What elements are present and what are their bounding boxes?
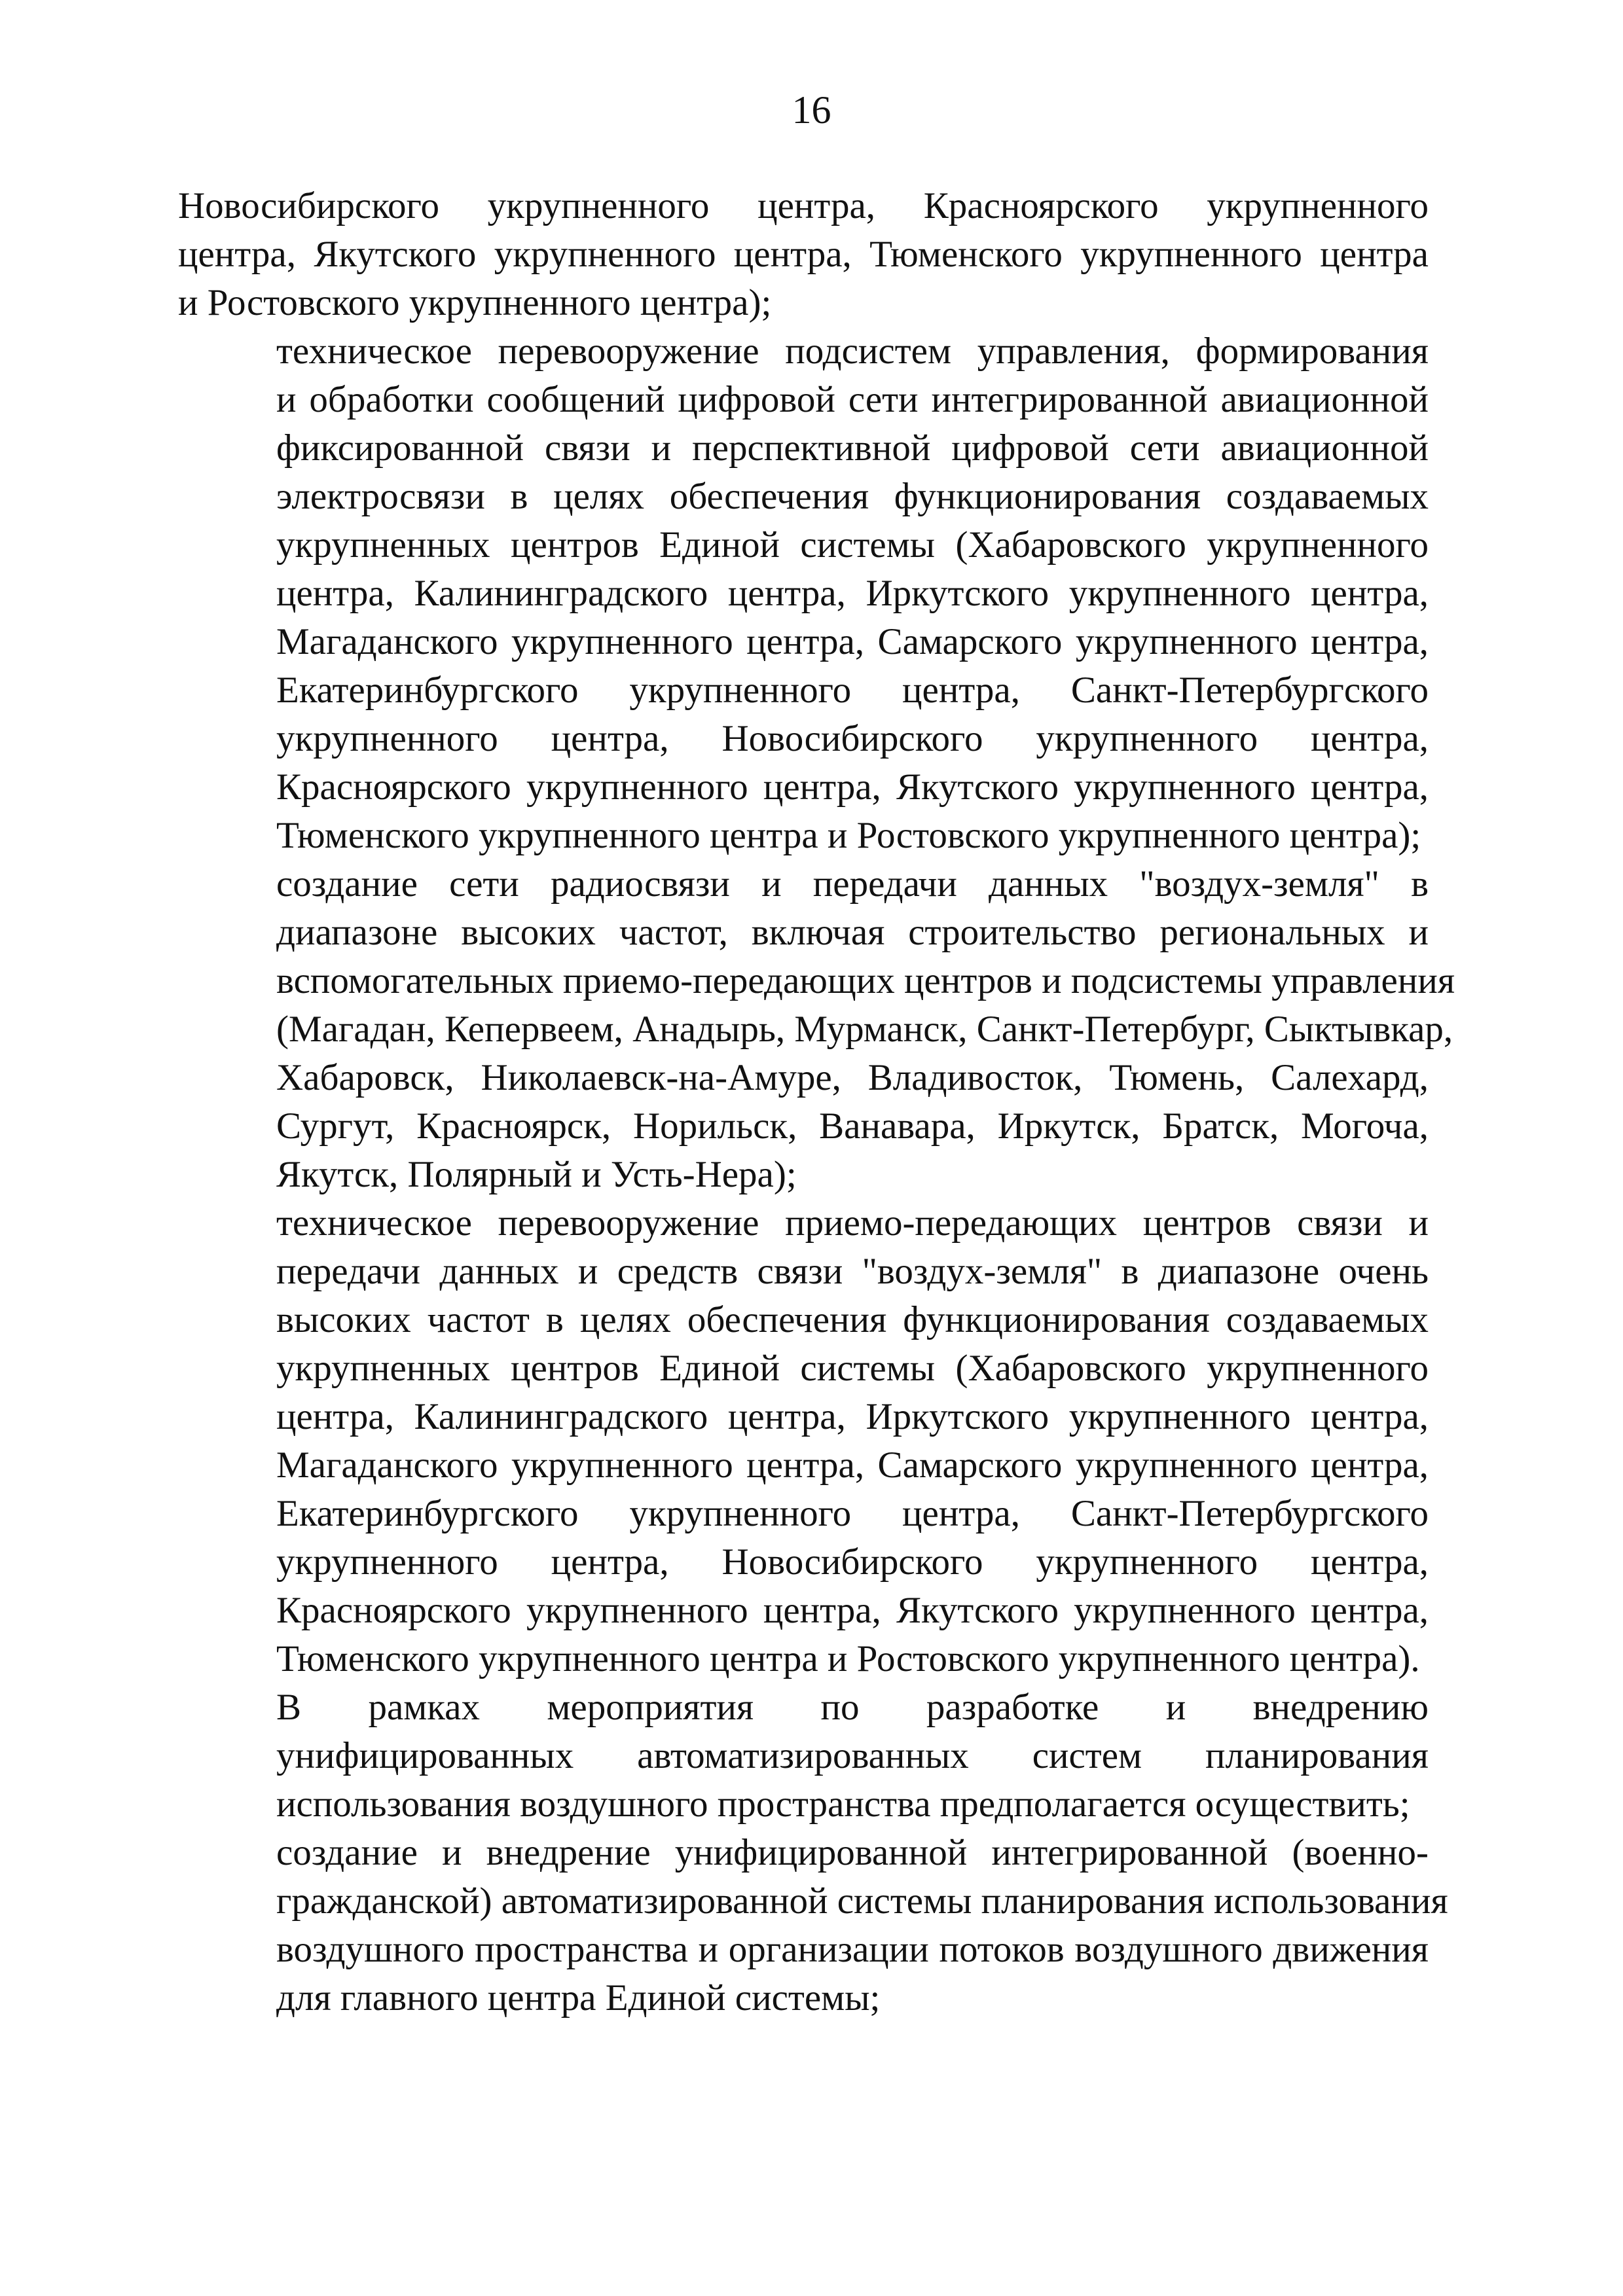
paragraph <box>178 327 1429 860</box>
text-line: воздушного пространства и организации потоков воздушного движения <box>276 1929 1429 1970</box>
text-line: Тюменского укрупненного центра и Ростовского укрупненного центра). <box>276 1638 1420 1679</box>
text-line: Магаданского укрупненного центра, Самарского укрупненного центра, <box>276 1444 1429 1486</box>
text-line: фиксированной связи и перспективной цифровой сети авиационной <box>276 427 1429 469</box>
text-line: Екатеринбургского укрупненного центра, Санкт-Петербургского <box>276 1493 1429 1534</box>
text-line: и Ростовского укрупненного центра); <box>178 282 772 323</box>
page-number: 16 <box>792 88 831 132</box>
text-line: техническое перевооружение подсистем управления, формирования <box>276 331 1429 372</box>
text-line: техническое перевооружение приемо-передающих центров связи и <box>276 1202 1429 1244</box>
text-line: укрупненных центров Единой системы (Хабаровского укрупненного <box>276 524 1429 565</box>
text-line: вспомогательных приемо-передающих центров и подсистемы управления <box>276 960 1455 1001</box>
text-line: унифицированных автоматизированных систем планирования <box>276 1735 1429 1776</box>
text-line: Красноярского укрупненного центра, Якутского укрупненного центра, <box>276 1590 1429 1631</box>
text-line: создание сети радиосвязи и передачи данных "воздух-земля" в <box>276 863 1429 905</box>
text-line: В рамках мероприятия по разработке и внедрению <box>276 1687 1429 1728</box>
text-line: Хабаровск, Николаевск-на-Амуре, Владивосток, Тюмень, Салехард, <box>276 1057 1429 1098</box>
text-line: и обработки сообщений цифровой сети интегрированной авиационной <box>276 379 1429 420</box>
text-line: Тюменского укрупненного центра и Ростовского укрупненного центра); <box>276 815 1421 856</box>
text-line: для главного центра Единой системы; <box>276 1977 881 2018</box>
text-line: Екатеринбургского укрупненного центра, Санкт-Петербургского <box>276 670 1429 711</box>
text-line: Якутск, Полярный и Усть-Нера); <box>276 1154 797 1195</box>
text-line: укрупненного центра, Новосибирского укрупненного центра, <box>276 1541 1429 1583</box>
text-line: центра, Калининградского центра, Иркутского укрупненного центра, <box>276 1396 1429 1437</box>
text-line: Новосибирского укрупненного центра, Красноярского укрупненного <box>178 185 1429 226</box>
text-line: электросвязи в целях обеспечения функционирования создаваемых <box>276 476 1429 517</box>
text-line: высоких частот в целях обеспечения функционирования создаваемых <box>276 1299 1429 1340</box>
text-line: создание и внедрение унифицированной интегрированной (военно- <box>276 1832 1429 1873</box>
text-line: центра, Якутского укрупненного центра, Тюменского укрупненного центра <box>178 234 1429 275</box>
text-line: гражданской) автоматизированной системы планирования использования <box>276 1880 1448 1922</box>
text-line: передачи данных и средств связи "воздух-земля" в диапазоне очень <box>276 1251 1429 1292</box>
paragraph <box>178 1829 1448 2022</box>
text-line: укрупненного центра, Новосибирского укрупненного центра, <box>276 718 1429 759</box>
paragraph <box>178 1199 1429 1683</box>
text-line: (Магадан, Кепервеем, Анадырь, Мурманск, Санкт-Петербург, Сыктывкар, <box>276 1009 1453 1050</box>
document-body <box>178 182 1455 2022</box>
paragraph <box>178 1683 1429 1829</box>
text-line: диапазоне высоких частот, включая строительство региональных и <box>276 912 1429 953</box>
text-line: Магаданского укрупненного центра, Самарского укрупненного центра, <box>276 621 1429 662</box>
text-line: Сургут, Красноярск, Норильск, Ванавара, Иркутск, Братск, Могоча, <box>276 1105 1429 1147</box>
paragraph <box>178 860 1455 1199</box>
text-line: укрупненных центров Единой системы (Хабаровского укрупненного <box>276 1348 1429 1389</box>
text-line: использования воздушного пространства предполагается осуществить; <box>276 1784 1410 1825</box>
text-line: Красноярского укрупненного центра, Якутского укрупненного центра, <box>276 766 1429 808</box>
paragraph <box>178 182 1429 327</box>
text-line: центра, Калининградского центра, Иркутского укрупненного центра, <box>276 573 1429 614</box>
